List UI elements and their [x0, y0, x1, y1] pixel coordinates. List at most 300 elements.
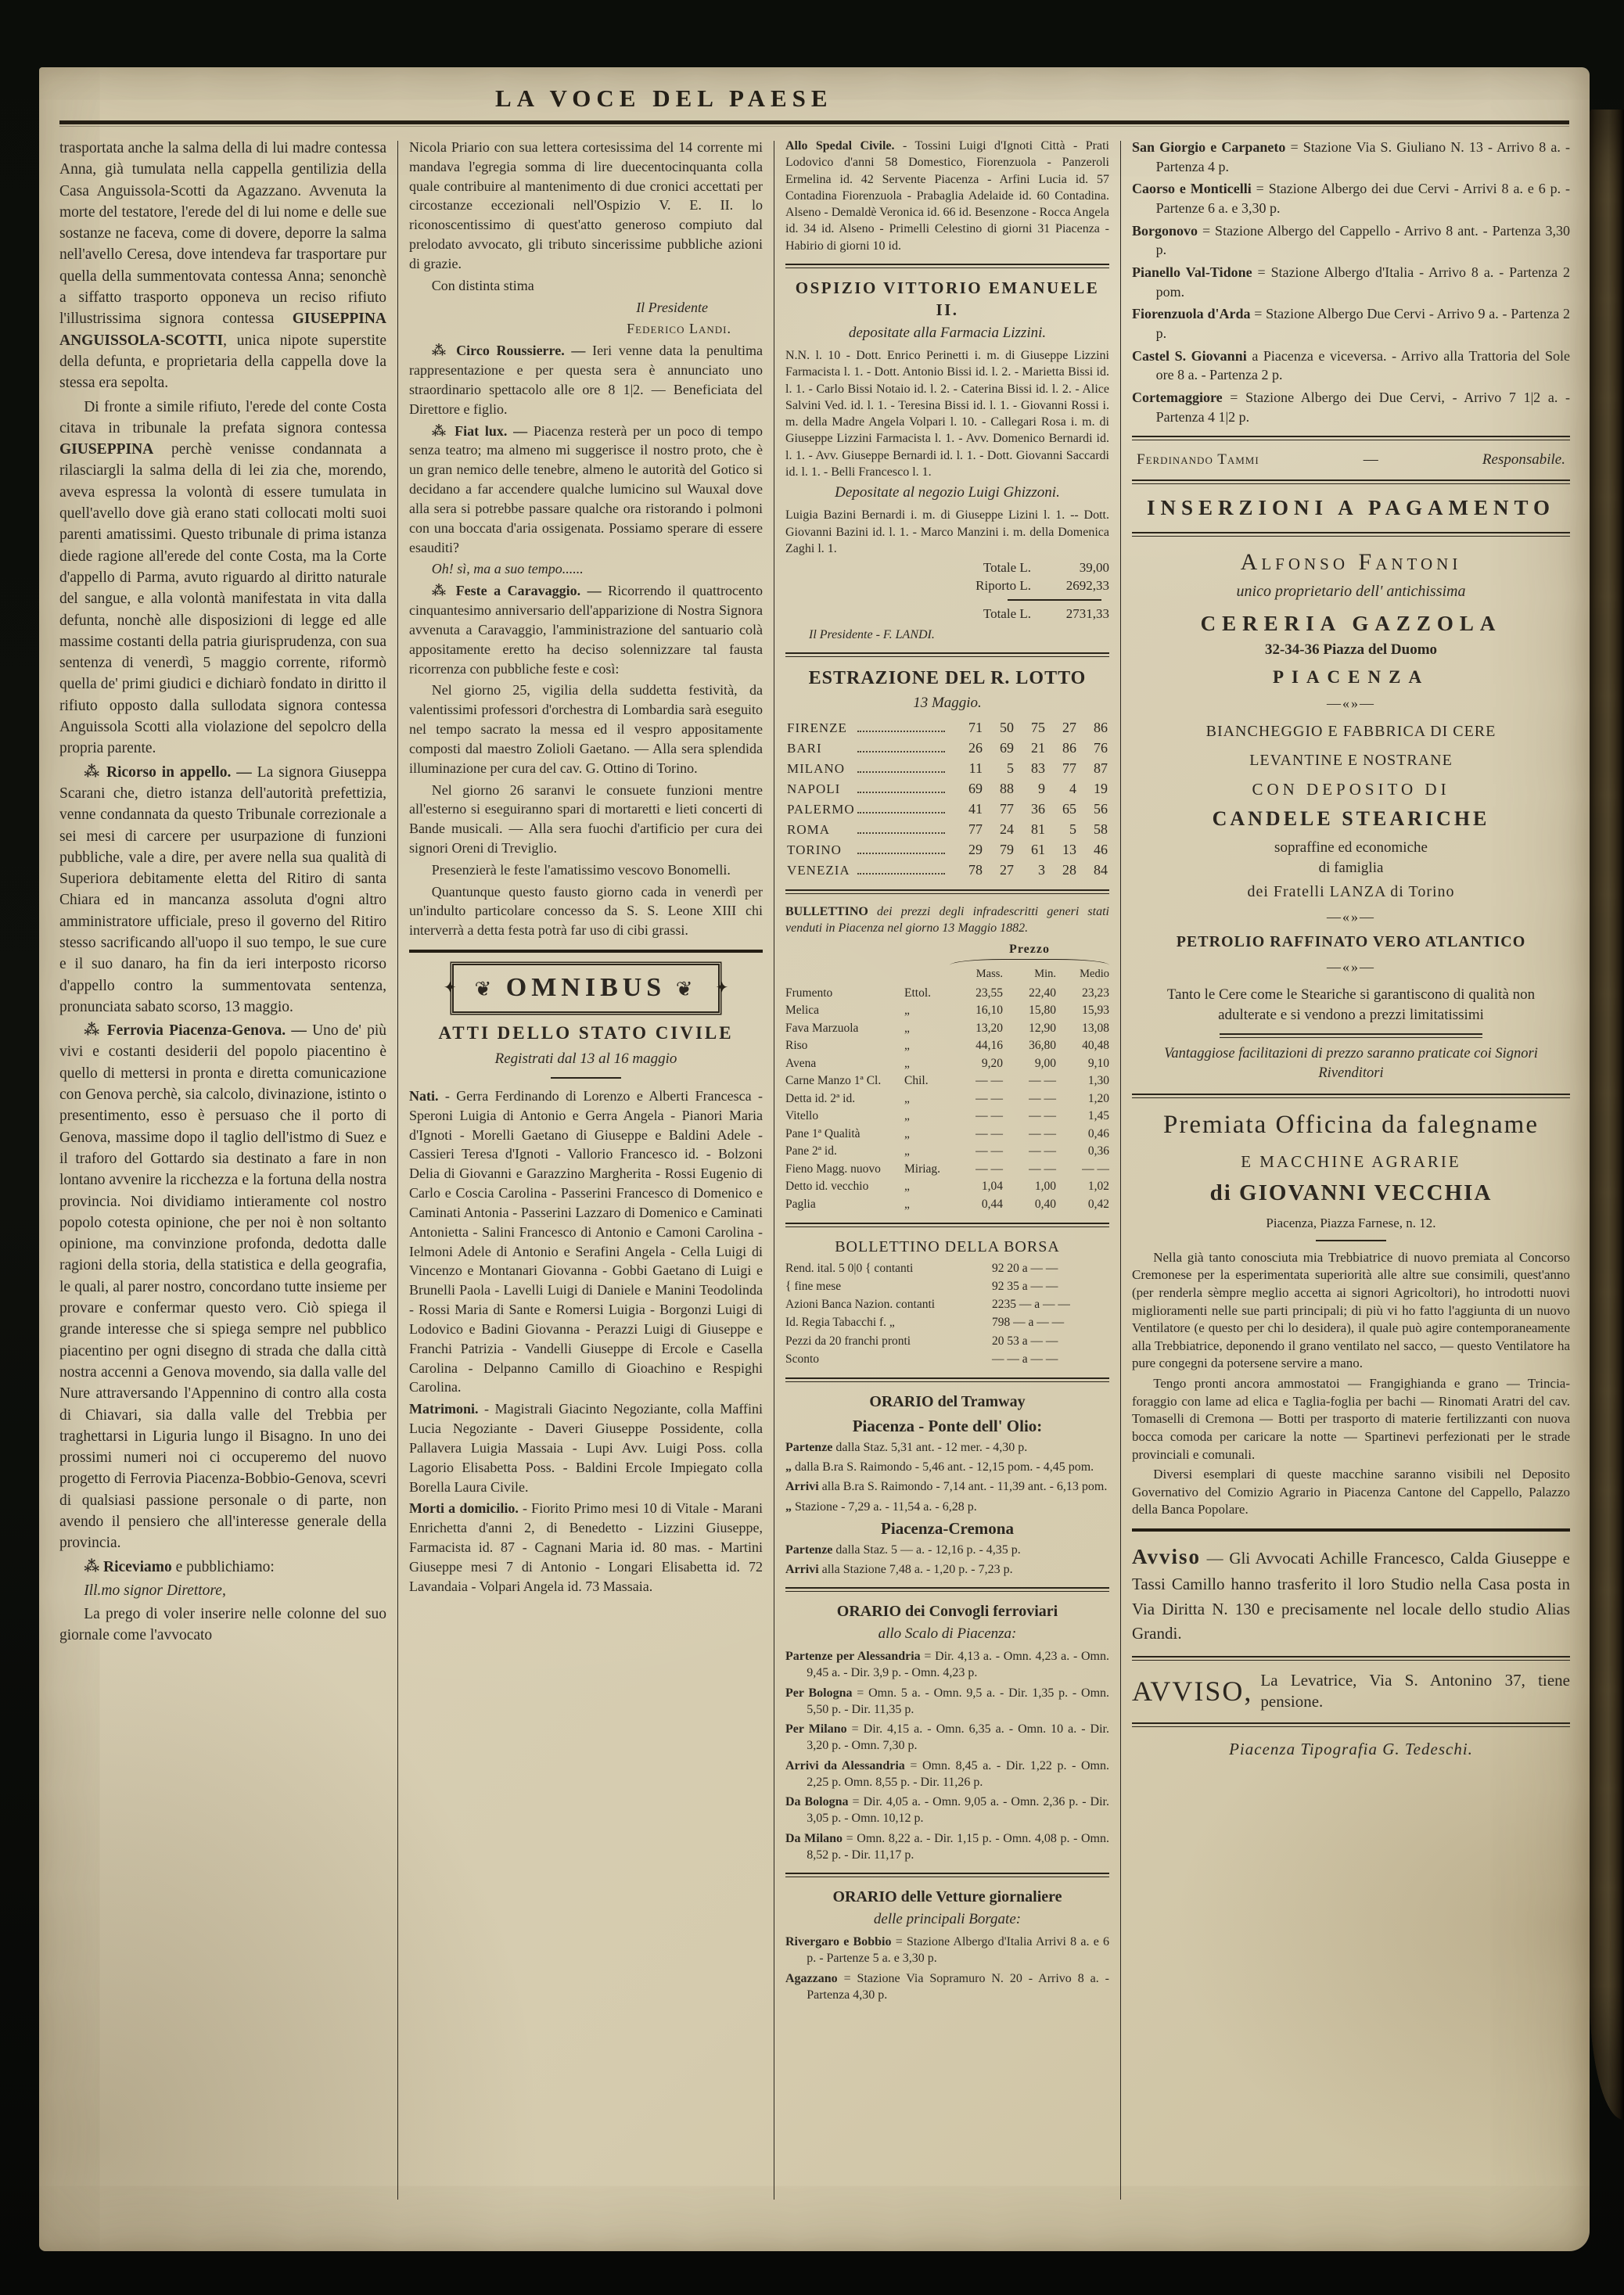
total-row: [785, 577, 1109, 595]
lotto-number: 56: [1094, 801, 1108, 817]
ad-line: LEVANTINE E NOSTRANE: [1249, 752, 1453, 770]
paragraph-lead: ⁂ Fiat lux. —: [431, 422, 534, 439]
entry-text: alla B.ra S. Raimondo - 7,14 ant. - 11,39 ant. - 6,13 pom.: [821, 1480, 1108, 1494]
donations-paragraph: Luigia Bazini Bernardi i. m. di Giuseppe Lizini l. 1. -- Dott. Giovanni Bazini id. l. 1. - Marco Manzini i. m. della Domenica Zaghi l. 1.: [785, 508, 1109, 555]
article-paragraph: [59, 1557, 386, 1578]
masthead-rule: [59, 120, 1569, 127]
responsabile-line: [1137, 450, 1565, 470]
entry-lead: Per Milano: [785, 1722, 847, 1737]
entry-lead: Rivergaro e Bobbio: [785, 1935, 892, 1949]
paragraph-text: Ricorrendo il quattrocento cinquantesimo anniversario dell'apparizione di Nostra Signora avvenuta a Caravaggio, l'amministrazione del santuario colà appositamente eretto ha deciso solennizzare tal fausta ricorrenza con pubbliche feste e così:: [409, 583, 763, 677]
borsa-title: BOLLETTINO DELLA BORSA: [835, 1238, 1060, 1256]
bulletin-intro: [785, 903, 1109, 937]
lotto-city: PALERMO: [787, 802, 855, 817]
total-final-row: [785, 605, 1109, 623]
schedule-entry: [1132, 347, 1570, 385]
paragraph-text: perchè venisse condannata a rilasciargli la salma della di lei zia che, morendo, aveva espressa la volontà di essere tumulata in quell'avello dove già erano stati collocati molti suoi parenti amatissimi. Questo tribunale di prima istanza diede ragione all'erede del conte Costa, ma la Corte d'appello di Parma, avuto riguardo al diritto naturale del sangue, e alla volontà manifestata in vita dalla defunta, nonchè alle disposizioni di legge ed alle massime costanti della patria giurisprudenza, con sua sentenza di venerdì, 5 maggio corrente, riformò quella de' primi giudici e dichiarò fondato in diritto il rifiuto opposto dalla sullodata signora contessa Anguissola Scotti alla violazione del sepolcro della propria parente.: [59, 441, 386, 757]
unit: „: [904, 1021, 910, 1035]
paragraph-text: , unica nipote superstite della defunta, e proprietaria della cappella dove la stessa era sepolta.: [59, 332, 386, 392]
cremona-schedule: [785, 1542, 1109, 1578]
borsa-label: Azioni Banca Nazion. contanti: [785, 1298, 936, 1312]
price-med: 1,02: [1087, 1180, 1109, 1194]
price-row: [785, 1037, 1109, 1054]
atti-title: ATTI DELLO STATO CIVILE: [438, 1023, 734, 1043]
borsa-value: 92 35 a — —: [992, 1279, 1058, 1293]
commodity-name: Detta id. 2ª id.: [785, 1091, 856, 1105]
paragraph-lead: Morti a domicilio.: [409, 1500, 519, 1517]
paragraph-text: Uno de' più vivi e costanti desiderii del popolo piacentino è quello di mettersi in pronta e diretta comunicazione con Genova perchè, sia calcolo, divinazione, istinto o presentimento, esso è persuaso che il porto di Genova, massime dopo il taglio dell'istmo di Suez e il traforo del Gottardo sia destinato a fare in non lontano avvenire la ricchezza e la fortuna della nostra provincia. Noi dividiamo intieramente col nostro popolo cotesta opinione, che per noi è non soltanto opinione, ma convinzione profonda, dedotta dalle ragioni della storia, della statistica e della geografia, le quali, al parer nostro, concordano tutte insieme per provare e confermar questo vero. Ciò spiega il grande interesse che si spiega sempre nel pubblico piacentino per ogni disegno di strada che dalla città nostra accenni a Genova movendo, sia dalla valle del Nure attraversando l'Appennino di contro alla costa di Chiavari, sia dalla valle del Trebbia per traghettarsi in Liguria lungo il Bisagno. In uno dei prossimi numeri noi ci occuperemo del nuovo progetto di Ferrovia Piacenza-Bobbio-Genova, scevri di qualsiasi passione personale o di parte, non avendo il pensiero che all'interesse generale della provincia.: [59, 1022, 386, 1552]
lotto-number: 84: [1094, 861, 1108, 878]
avviso-levatrice: [1132, 1670, 1570, 1713]
borsa-label: Id. Regia Tabacchi f. „: [785, 1316, 895, 1330]
price-max: 23,55: [975, 986, 1003, 1000]
paragraph-lead: ⁂ Ricorso in appello. —: [84, 763, 257, 781]
lotto-number: 77: [1062, 760, 1076, 777]
borsa-value: 92 20 a — —: [992, 1261, 1058, 1275]
unit: Ettol.: [904, 986, 932, 1000]
lotto-row: [787, 760, 1108, 778]
price-row: [785, 1055, 1109, 1072]
price-min: — —: [1029, 1091, 1056, 1105]
total-value: 2692,33: [1065, 577, 1109, 593]
lotto-number: 87: [1094, 760, 1108, 777]
ad-paragraph: Tengo pronti ancora ammostatoi — Frangighianda e grano — Trincia-foraggio con lame ad elica e Taglia-foglia per bachi — Rinomati Aratri del cav. Tomaselli di Cremona — Botti per trasporto di materie fertilizzanti con nuova bocca comoda per caricare la notte — Spartinevi perfezionati per le strade provinciali e comunali.: [1132, 1376, 1570, 1462]
entry-lead: Da Milano: [785, 1831, 843, 1845]
price-max: 1,04: [981, 1180, 1003, 1194]
entry-lead: „: [785, 1499, 792, 1514]
lotto-number: 28: [1062, 861, 1076, 878]
ad-owner: di GIOVANNI VECCHIA: [1209, 1180, 1493, 1205]
price-row: [785, 1072, 1109, 1090]
dotted-leader: [857, 853, 945, 854]
totals-block: [785, 559, 1109, 594]
section-rule: [1132, 532, 1570, 537]
lotto-number: 77: [1000, 801, 1014, 817]
ad-body: [1132, 1249, 1570, 1519]
section-rule: [1132, 436, 1570, 440]
article-paragraph: Nel giorno 25, vigilia della suddetta festività, da valentissimi professori d'orchestra di Lombardia sarà eseguito nel tempo sacrato la messa ed il vespro appositamente composti dal maestro Zolioli Gaetano. — Alla sera splendida illuminazione per cura del cav. G. Ottino di Torino.: [409, 682, 763, 776]
short-rule: [1316, 1240, 1386, 1241]
lotto-number: 75: [1031, 720, 1045, 736]
lotto-number: 88: [1000, 781, 1014, 797]
lotto-number: 50: [1000, 720, 1014, 736]
entry-lead: Borgonovo: [1132, 222, 1198, 239]
column-2: [409, 138, 763, 2223]
schedule-entry: [785, 1542, 1109, 1558]
omnibus-header: ❦ OMNIBUS ❦: [452, 964, 719, 1013]
spacer: [785, 967, 950, 982]
price-row: [785, 1196, 1109, 1213]
lotto-city: BARI: [787, 741, 822, 756]
entry-lead: Da Bologna: [785, 1795, 849, 1809]
entry-text: = Dir. 4,15 a. - Omn. 6,35 a. - Omn. 10 a. - Dir. 3,20 p. - Omn. 7,30 p.: [807, 1722, 1109, 1753]
entry-text: = Dir. 4,05 a. - Omn. 9,05 a. - Omn. 2,36 p. - Dir. 3,05 p. - Omn. 10,12 p.: [807, 1795, 1109, 1826]
price-max: 0,44: [981, 1197, 1003, 1211]
lotto-row: [787, 739, 1108, 758]
commodity-name: Riso: [785, 1039, 808, 1053]
price-min: — —: [1029, 1074, 1056, 1088]
ad-city: PIACENZA: [1272, 666, 1430, 687]
lotto-number: 71: [968, 720, 983, 736]
section-rule: [409, 950, 763, 953]
ad-owner-name: Alfonso Fantoni: [1240, 549, 1462, 576]
lotto-number: 83: [1031, 760, 1045, 777]
price-rows: [785, 985, 1109, 1213]
lotto-number: 36: [1031, 801, 1045, 817]
paragraph-text: Di fronte a simile rifiuto, l'erede del conte Costa citava in tribunale la prefata signora contessa: [59, 398, 386, 436]
vetture-subtitle: delle principali Borgate:: [873, 1910, 1022, 1927]
ornament-icon: [1132, 694, 1570, 713]
lotto-number: 21: [1031, 740, 1045, 756]
ad-facilitations: Vantaggiose facilitazioni di prezzo saranno praticate coi Signori Rivenditori: [1164, 1046, 1538, 1082]
paragraph-lead: Nati.: [409, 1087, 439, 1104]
entry-lead: Arrivi da Alessandria: [785, 1758, 905, 1772]
unit: „: [904, 1004, 910, 1018]
article-paragraph: [59, 1020, 386, 1553]
lotto-number: 29: [968, 842, 983, 858]
lotto-number: 77: [968, 821, 983, 838]
section-rule: [785, 1587, 1109, 1592]
price-med: 0,36: [1087, 1144, 1109, 1158]
schedule-entry: [785, 1478, 1109, 1495]
president-signature: Il Presidente - F. LANDI.: [809, 627, 935, 641]
price-max: — —: [975, 1109, 1003, 1123]
paragraph-text: - Tossini Luigi d'Ignoti Città - Prati Lodovico d'anni 58 Domestico, Fiorenzuola - Panzeroli Ermelina id. 42 Servente Piacenza - Arfini Lucia id. 57 Contadina Fiorenzuola - Prabaglia Adelaide id. 60 Contadina. Alseno - Demaldè Veronica id. 66 id. Besenzone - Rocca Angela id. 34 id. Alseno - Primelli Celestino di giorni 31 Piacenza - Habirio di giorni 10 id.: [785, 139, 1109, 253]
borsa-table: [785, 1259, 1109, 1369]
section-rule: [785, 1377, 1109, 1382]
ad-guarantee: Tanto le Cere come le Steariche si garantiscono di qualità non adulterate e si vendono a prezzi limitatissimi: [1166, 986, 1536, 1024]
price-row: [785, 1020, 1109, 1037]
price-row: [785, 1126, 1109, 1143]
ornament-icon: [1132, 907, 1570, 927]
price-min: — —: [1029, 1144, 1056, 1158]
entry-lead: Per Bologna: [785, 1686, 853, 1700]
vetture-title: ORARIO delle Vetture giornaliere: [832, 1888, 1062, 1906]
ad-paragraph: Diversi esemplari di queste macchine saranno visibili nel Deposito Governativo del Comizio Agrario in Piacenza Cantone del Cappello, Palazzo della Banca Popolare.: [1132, 1467, 1570, 1517]
entry-text: = Stazione Via S. Giuliano N. 13 - Arrivo 8 a. - Partenza 4 p.: [1155, 139, 1570, 174]
lotto-city: TORINO: [787, 842, 842, 858]
article-paragraph: Nicola Priario con sua lettera cortesissima del 14 corrente mi mandava l'egregia somma di lire duecentocinquanta colla quale contribuire al mantenimento di due cronici accettati per circostanze eccezionali nell'Ospizio V. E. II. lo riconoscentissimo di quest'atto generoso compiuto dal prelodato avvocato, gli tributo sincerissime pubbliche azioni di grazie.: [409, 139, 763, 271]
ad-address: Piacenza, Piazza Farnese, n. 12.: [1266, 1215, 1436, 1230]
totals-dash-rule: [1008, 599, 1101, 601]
entry-text: = Stazione Via Sopramuro N. 20 - Arrivo 8 a. - Partenza 4,30 p.: [807, 1971, 1109, 2002]
schedule-entry: [1132, 263, 1570, 301]
lotto-number: 27: [1062, 720, 1076, 736]
ad-brand: CERERIA GAZZOLA: [1200, 611, 1502, 635]
commodity-name: Fava Marzuola: [785, 1021, 859, 1035]
atti-subtitle: Registrati dal 13 al 16 maggio: [494, 1050, 677, 1067]
article-paragraph: Oh! sì, ma a suo tempo......: [431, 561, 584, 577]
unit: Miriag.: [904, 1162, 941, 1176]
ospizio-subtitle: depositate alla Farmacia Lizzini.: [848, 324, 1047, 341]
schedule-entry: [785, 1970, 1109, 2004]
price-col-label: Mass.: [975, 967, 1003, 980]
price-max: 13,20: [975, 1021, 1003, 1035]
lotto-number: 3: [1038, 861, 1045, 878]
borsa-row: [785, 1332, 1109, 1350]
lotto-number: 65: [1062, 801, 1076, 817]
schedule-entry: [1132, 388, 1570, 426]
lotto-number: 27: [1000, 861, 1014, 878]
lotto-number: 9: [1038, 781, 1045, 797]
article-paragraph: [409, 581, 763, 678]
avviso-lead: Avviso: [1132, 1544, 1202, 1568]
paragraph-text: - Fiorito Primo mesi 10 di Vitale - Marani Enrichetta d'anni 2, di Benedetto - Lizzini Giuseppe, Farmacista id. 87 - Cagnani Maria id. 80 mas. - Martini Giuseppe mesi 7 di Antonio - Longari Elisabetta id. 72 Lavandaia - Volpari Angela id. 73 Massaia.: [409, 1500, 763, 1594]
price-med: 13,08: [1082, 1021, 1109, 1035]
nati-paragraph: [409, 1086, 763, 1397]
short-rule: [551, 1077, 621, 1079]
schedule-entry: [785, 1934, 1109, 1967]
tram-subtitle: Piacenza - Ponte dell' Olio:: [852, 1416, 1043, 1435]
ad-line: dei Fratelli LANZA di Torino: [1247, 883, 1455, 901]
dotted-leader: [857, 792, 945, 793]
schedule-entry: [785, 1499, 1109, 1515]
entry-text: = Stazione Albergo Due Cervi - Arrivo 9 a. - Partenza 2 p.: [1155, 306, 1570, 341]
entry-lead: Pianello Val-Tidone: [1132, 264, 1252, 280]
commodity-name: Detto id. vecchio: [785, 1180, 869, 1194]
total-label: Totale L.: [983, 606, 1031, 622]
dotted-leader: [857, 812, 945, 813]
ad-subline: unico proprietario dell' antichissima: [1236, 583, 1466, 601]
entry-lead: Partenze per Alessandria: [785, 1650, 921, 1664]
ospizio-title: OSPIZIO VITTORIO EMANUELE II.: [795, 278, 1100, 319]
entry-text: = Omn. 8,45 a. - Dir. 1,22 p. - Omn. 2,25 p. Omn. 8,55 p. - Dir. 11,26 p.: [807, 1758, 1109, 1789]
lotto-number: 58: [1094, 821, 1108, 838]
unit: „: [904, 1109, 910, 1123]
price-col-label: Medio: [1080, 967, 1109, 980]
price-min: — —: [1029, 1126, 1056, 1140]
lotto-row: [787, 861, 1108, 880]
commodity-name: Vitello: [785, 1109, 819, 1123]
bold-name: GIUSEPPINA: [59, 441, 154, 458]
price-med: 0,46: [1087, 1126, 1109, 1140]
unit: „: [904, 1056, 910, 1070]
lotto-number: 69: [968, 781, 983, 797]
price-med: — —: [1082, 1162, 1109, 1176]
commodity-name: Melica: [785, 1004, 820, 1018]
paragraph-text: - Magistrali Giacinto Negoziante, colla Maffini Lucia Negoziante - Daveri Giuseppe Possidente, colla Pallavera Luigia Massaia - Lupi Avv. Luigi Poss. colla Lagorio Elisabetta Poss. - Baldini Ercole Impiegato colla Borella Laura Civile.: [409, 1401, 763, 1495]
omnibus-ornament-frame: [448, 964, 724, 1013]
lotto-row: [787, 841, 1108, 860]
article-paragraph: Quantunque questo fausto giorno cada in venerdì per un'indulto particolare concesso da S. S. Leone XIII chi interverrà a detta festa potrà far uso di cibi grassi.: [409, 883, 763, 939]
ad-address: 32-34-36 Piazza del Duomo: [1264, 641, 1438, 658]
ad-officina: [1132, 1108, 1570, 1519]
responsabile-role: Responsabile.: [1482, 451, 1565, 469]
schedule-entry: [785, 1685, 1109, 1719]
columns: [59, 138, 1571, 2223]
price-min: 1,00: [1034, 1180, 1056, 1194]
ad-cereria: [1132, 546, 1570, 1084]
lotto-number: 5: [1007, 760, 1014, 777]
morti-paragraph: [409, 1499, 763, 1596]
convogli-subtitle: allo Scalo di Piacenza:: [878, 1625, 1017, 1642]
paragraph-text: La signora Giuseppa Scarani che, dietro istanza dell'autorità prefettizia, venne condannata da questo Tribunale correzionale a sei mesi di carcere per usurpazione di funzioni pubbliche, vale a dire, per avere nella sua qualità di Superiora debitamente eletta del Ritiro di santa Chiara ed in mancanza assoluta d'ogni altro amministratore ufficiale, preso il governo del Ritiro stesso sacrificando all'uopo il suo tempo, le sue cure e il suo danaro, ha fin da ieri interposto ricorso d'appello contro la summentovata sentenza, pronunciata sabato scorso, 13 maggio.: [59, 763, 386, 1015]
price-med: 40,48: [1082, 1039, 1109, 1053]
section-rule: [1132, 1094, 1570, 1098]
ospizio-subtitle-2: Depositate al negozio Luigi Ghizzoni.: [835, 484, 1060, 501]
paragraph-text: e pubblichiamo:: [171, 1558, 275, 1575]
entry-lead: San Giorgio e Carpaneto: [1132, 139, 1286, 155]
lotto-number: 78: [968, 861, 983, 878]
responsabile-name: Ferdinando Tammi: [1137, 451, 1259, 469]
price-min: 12,90: [1029, 1021, 1056, 1035]
letter-salutation: Ill.mo signor Direttore,: [84, 1582, 226, 1599]
schedule-entry: [1132, 179, 1570, 217]
lotto-number: 5: [1069, 821, 1076, 838]
lotto-number: 81: [1031, 821, 1045, 838]
avviso-text: — Gli Avvocati Achille Francesco, Calda Giuseppe e Tassi Camillo hanno trasferito il loro Studio nella Casa posta in Via Diritta N. 130 e precisamente nel locale dello studio Alias Grandi.: [1132, 1548, 1570, 1643]
ad-paragraph: Nella già tanto conosciuta mia Trebbiatrice di nuovo premiata al Concorso Cremonese per la esperimentata superiorità alle altre sue consimili, quest'anno (per renderla sèmpre meglio accetta ai signori Agricoltori), ho introdotti nuovi miglioramenti nelle sue parti principali; di più vi ho fatto l'aggiunta di un nuovo Ventilatore (e questo per chi lo desidera), il quale può agire contemporaneamente alla Trebbiatrice, deponendo il grano ventilato nel sacco, — questo Ventilatore ha pure congegni da potersene servire a mano.: [1132, 1249, 1570, 1371]
spacer: [785, 941, 950, 964]
price-med: 9,10: [1087, 1056, 1109, 1070]
dotted-leader: [857, 873, 945, 875]
paragraph-text: Ieri venne data la penultima rappresentazione e per questa sera è annunciato uno straordinario spettacolo alle ore 8 1|2. — Beneficiata del Direttore e figlio.: [409, 343, 763, 417]
paragraph-lead: ⁂ Ferrovia Piacenza-Genova. —: [84, 1022, 313, 1040]
entry-text: = Stazione Albergo dei Due Cervi, - Arrivo 7 1|2 a. - Partenza 4 1|2 p.: [1155, 389, 1570, 425]
printer-imprint: Piacenza Tipografia G. Tedeschi.: [1229, 1739, 1473, 1758]
ornament-icon: [1132, 957, 1570, 977]
paragraph-lead: Allo Spedal Civile.: [785, 139, 895, 153]
article-paragraph: [59, 138, 386, 394]
price-row: [785, 1090, 1109, 1108]
section-rule: [1132, 1528, 1570, 1532]
entry-lead: „: [785, 1460, 792, 1474]
dash: —: [1363, 451, 1378, 469]
paragraph-lead: BULLETTINO: [785, 904, 868, 918]
lotto-title: ESTRAZIONE DEL R. LOTTO: [808, 668, 1087, 689]
unit: Chil.: [904, 1074, 929, 1088]
borsa-value: 798 — a — —: [992, 1316, 1065, 1330]
ad-product: PETROLIO RAFFINATO VERO ATLANTICO: [1176, 933, 1526, 951]
book-fore-edge: [1590, 110, 1624, 2120]
price-max: — —: [975, 1074, 1003, 1088]
commodity-name: Pane 1ª Qualità: [785, 1126, 861, 1140]
borgate-schedule: [1132, 138, 1570, 426]
borsa-row: [785, 1313, 1109, 1331]
price-row: [785, 1161, 1109, 1178]
schedule-entry: [785, 1758, 1109, 1791]
lotto-number: 26: [968, 740, 983, 756]
price-row: [785, 985, 1109, 1002]
avviso-lead: AVVISO,: [1132, 1675, 1253, 1707]
entry-text: = Stazione Albergo dei due Cervi - Arrivi 8 a. e 6 p. - Partenze 6 a. e 3,30 p.: [1155, 181, 1570, 216]
borsa-label: Rend. ital. 5 0|0 { contanti: [785, 1261, 914, 1275]
price-med: 23,23: [1082, 986, 1109, 1000]
section-rule: [785, 264, 1109, 268]
schedule-entry: [785, 1648, 1109, 1682]
lotto-number: 61: [1031, 842, 1045, 858]
lotto-city: MILANO: [787, 761, 845, 777]
entry-text: = Stazione Albergo d'Italia - Arrivo 8 a. - Partenza 2 pom.: [1155, 264, 1570, 300]
price-max: 16,10: [975, 1004, 1003, 1018]
entry-text: = Dir. 4,13 a. - Omn. 4,23 a. - Omn. 9,45 a. - Dir. 3,9 p. - Omn. 4,23 p.: [807, 1650, 1109, 1680]
column-1: [59, 138, 386, 2223]
commodity-name: Pane 2ª id.: [785, 1144, 837, 1158]
price-max: 9,20: [981, 1056, 1003, 1070]
lotto-city: ROMA: [787, 822, 831, 838]
article-paragraph: [59, 762, 386, 1018]
price-min: 36,80: [1029, 1039, 1056, 1053]
schedule-entry: [785, 1561, 1109, 1578]
borsa-value: 20 53 a — —: [992, 1334, 1058, 1348]
entry-lead: Arrivi: [785, 1480, 819, 1494]
paragraph-lead: ⁂ Riceviamo: [84, 1558, 172, 1575]
lotto-number: 79: [1000, 842, 1014, 858]
ad-line: CON DEPOSITO DI: [1252, 779, 1450, 799]
letter-closing: Con distinta stima: [431, 277, 534, 293]
commodity-name: Fieno Magg. nuovo: [785, 1162, 881, 1176]
lotto-number: 86: [1094, 720, 1108, 736]
section-rule: [785, 1223, 1109, 1227]
paragraph-lead: ⁂ Feste a Caravaggio. —: [431, 583, 609, 599]
ad-subtitle: E MACCHINE AGRARIE: [1241, 1152, 1461, 1172]
entry-lead: Agazzano: [785, 1971, 838, 1985]
price-row: [785, 1002, 1109, 1019]
price-min: — —: [1029, 1162, 1056, 1176]
lotto-table: [787, 719, 1108, 880]
total-value: 2731,33: [1065, 606, 1109, 622]
price-header-label: Prezzo: [1009, 943, 1050, 957]
unit: „: [904, 1144, 910, 1158]
borsa-label: Pezzi da 20 franchi pronti: [785, 1334, 911, 1348]
borsa-label: Sconto: [785, 1352, 820, 1366]
price-med: 15,93: [1082, 1004, 1109, 1018]
brace-ornament: [950, 959, 1109, 965]
lotto-number: 13: [1062, 842, 1076, 858]
newspaper-page: [39, 67, 1590, 2251]
total-value: 39,00: [1079, 560, 1109, 576]
borsa-value: 2235 — a — —: [992, 1298, 1070, 1312]
matrimoni-paragraph: [409, 1399, 763, 1496]
borsa-row: [785, 1259, 1109, 1277]
ad-title: Premiata Officina da falegname: [1163, 1110, 1539, 1139]
lotto-number: 19: [1094, 781, 1108, 797]
price-table-header: [785, 941, 1109, 964]
total-label: Riporto L.: [975, 577, 1031, 593]
price-min: 22,40: [1029, 986, 1056, 1000]
price-max: 44,16: [975, 1039, 1003, 1053]
section-rule: [1132, 479, 1570, 484]
price-med: 1,30: [1087, 1074, 1109, 1088]
bold-name: GIUSEPPINA ANGUISSOLA-SCOTTI: [59, 311, 386, 349]
price-max: — —: [975, 1162, 1003, 1176]
price-row: [785, 1108, 1109, 1125]
paragraph-text: Piacenza resterà per un poco di tempo senza teatro; ma almeno mi suggerisce il nostro proto, che è un gran nemico delle tenebre, almeno le autorità del Gotico si decidano a far accendere qualche lumicino sul Wauxal dove alla sera si potrebbe passare qualche ora ristorando i polmoni con una boccata d'aria ossigenata. Possiamo sperare di essere esauditi?: [409, 422, 763, 555]
entry-text: a Piacenza e viceversa. - Arrivo alla Trattoria del Sole ore 8 a. - Partenza 2 p.: [1155, 347, 1570, 383]
article-paragraph: La prego di voler inserire nelle colonne del suo giornale come l'avvocato: [59, 1606, 386, 1644]
price-subheader: [785, 967, 1109, 982]
article-paragraph: Nel giorno 26 saranvi le consuete funzioni mentre all'esterno si eseguiranno spari di mortaretti e lieti concerti di Bande musicali. — Alla sera fuochi d'artificio per cura dei signori Oreni di Treviglio.: [409, 781, 763, 856]
commodity-name: Avena: [785, 1056, 817, 1070]
schedule-entry: [785, 1439, 1109, 1456]
unit: „: [904, 1180, 910, 1194]
section-rule: [1132, 1656, 1570, 1661]
price-min: — —: [1029, 1109, 1056, 1123]
unit: „: [904, 1197, 910, 1211]
schedule-entry: [1132, 138, 1570, 176]
ad-product: CANDELE STEARICHE: [1212, 807, 1490, 831]
entry-text: alla Stazione 7,48 a. - 1,20 p. - 7,23 p.: [821, 1562, 1013, 1576]
dotted-leader: [857, 771, 945, 773]
borsa-row: [785, 1277, 1109, 1295]
lotto-number: 76: [1094, 740, 1108, 756]
lotto-number: 4: [1069, 781, 1076, 797]
price-max: — —: [975, 1091, 1003, 1105]
unit: „: [904, 1091, 910, 1105]
section-rule: [1220, 1033, 1482, 1038]
borsa-label: { fine mese: [785, 1279, 842, 1293]
schedule-entry: [785, 1721, 1109, 1754]
